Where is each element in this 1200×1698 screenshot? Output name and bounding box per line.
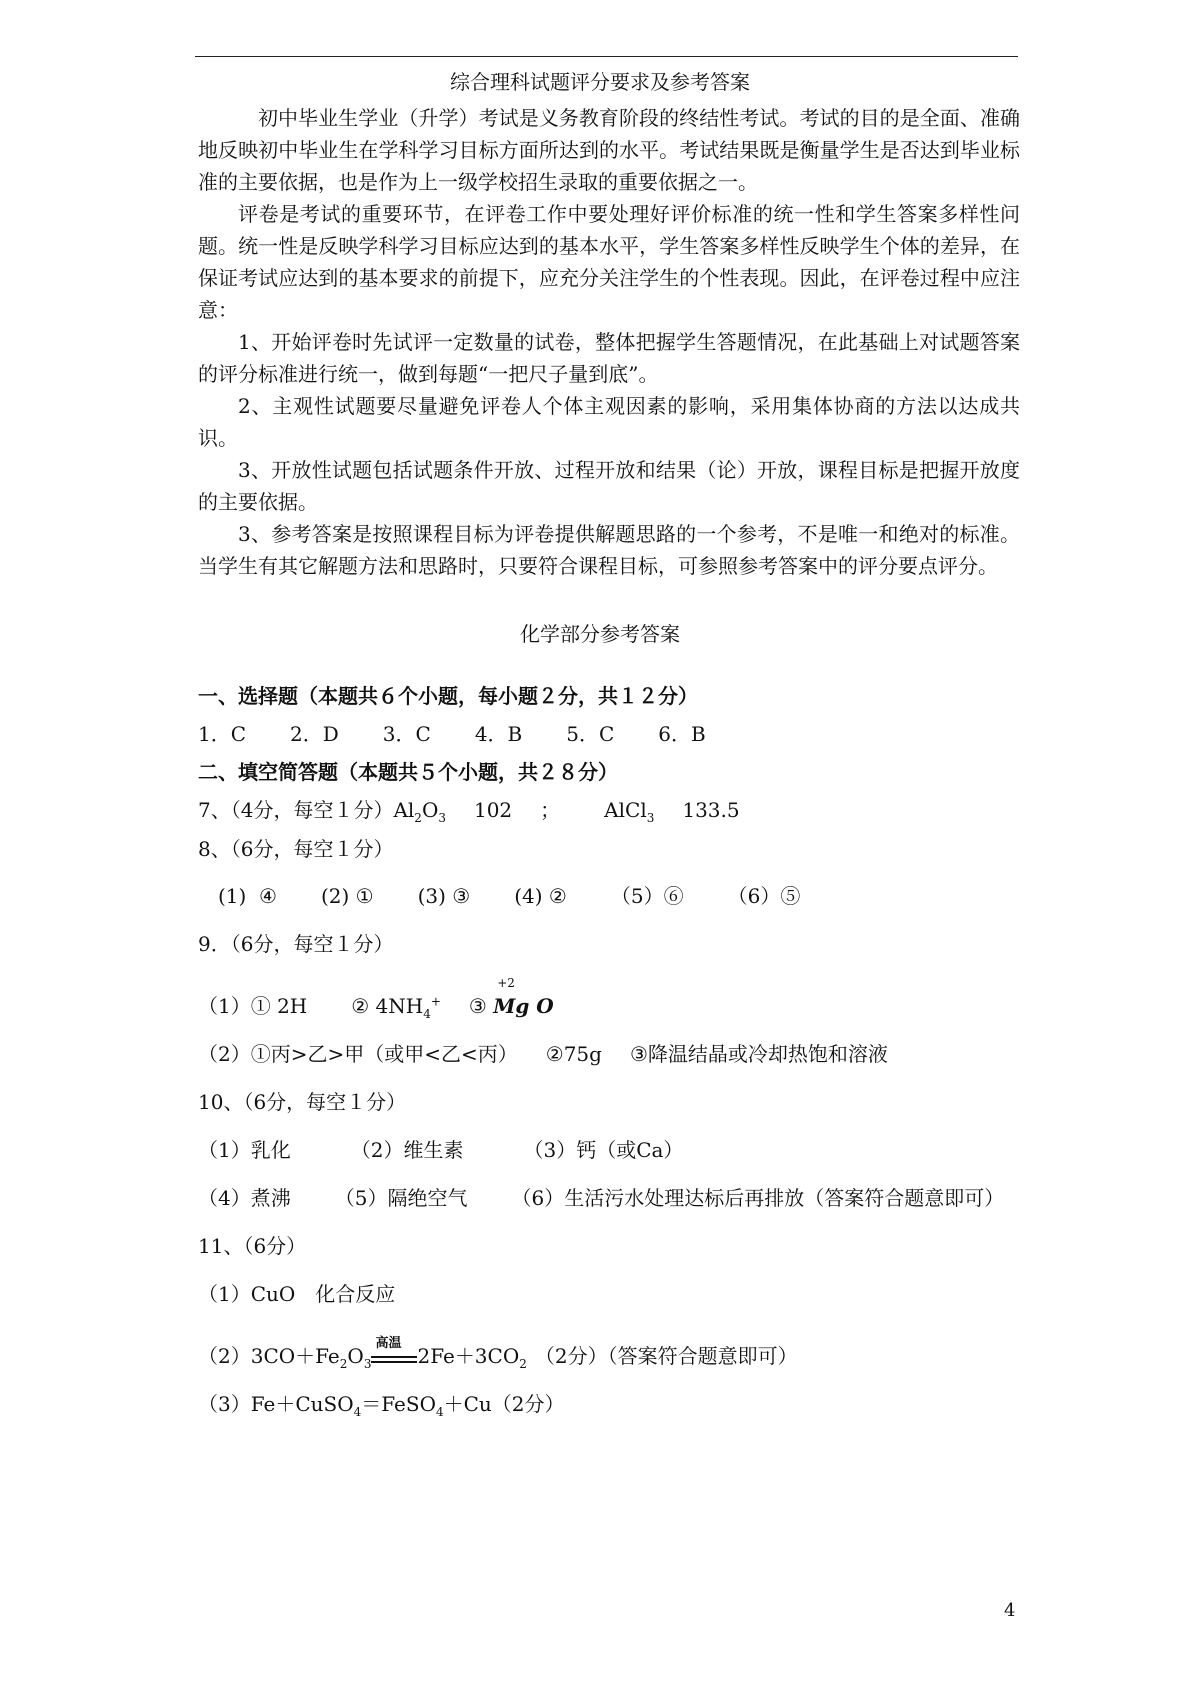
q10-answer-6: （6）生活污水处理达标后再排放（答案符合题意即可） <box>511 1186 1005 1210</box>
q9-label: 9．（6分，每空１分） <box>198 932 394 956</box>
reaction-condition-equals-sign <box>371 1335 417 1368</box>
q7-answer-mass-2: 133.5 <box>682 798 740 822</box>
reaction-condition: 高温 <box>375 1335 402 1351</box>
q8-answer-2: (2) ① <box>320 884 374 908</box>
answer-3: 3．C <box>382 722 431 746</box>
intro-paragraph-4: 2、主观性试题要尽量避免评卷人个体主观因素的影响，采用集体协商的方法以达成共识。 <box>198 394 1020 450</box>
q10-answer-5: （5）隔绝空气 <box>334 1186 468 1210</box>
q10-row-2 <box>198 1182 1004 1211</box>
question-7 <box>198 794 740 825</box>
q8-answer-1: (1) ④ <box>218 884 277 908</box>
intro-paragraph-1: 初中毕业生学业（升学）考试是义务教育阶段的终结性考试。考试的目的是全面、准确地反映初中毕业生在学科学习目标方面所达到的水平。考试结果既是衡量学生是否达到毕业标准的主要依据，也是作为上一级学校招生录取的重要依据之一。 <box>198 106 1020 194</box>
intro-paragraph-5: 3、开放性试题包括试题条件开放、过程开放和结果（论）开放，课程目标是把握开放度的主要依据。 <box>198 458 1020 514</box>
q9-line-1 <box>198 976 554 1021</box>
q10-label: 10、（6分，每空１分） <box>198 1090 407 1114</box>
q8-label: 8、（6分，每空１分） <box>198 837 394 861</box>
q8-answers <box>218 880 800 909</box>
q11-line-1: （1）CuO 化合反应 <box>198 1282 396 1306</box>
section-1-answers <box>198 718 706 747</box>
section-1-heading: 一、选择题（本题共６个小题，每小题２分，共１２分） <box>198 684 698 708</box>
chemistry-section-title: 化学部分参考答案 <box>520 622 680 646</box>
q10-answer-1: （1）乳化 <box>198 1138 291 1162</box>
q9-mgo-formula: +2 Mg O <box>493 976 554 1018</box>
mgo-valence: +2 <box>497 976 515 990</box>
intro-paragraph-6: 3、参考答案是按照课程目标为评卷提供解题思路的一个参考，不是唯一和绝对的标准。当学生有其它解题方法和思路时，只要符合课程目标，可参照参考答案中的评分要点评分。 <box>198 522 1020 578</box>
intro-paragraph-3: 1、开始评卷时先试评一定数量的试卷，整体把握学生答题情况，在此基础上对试题答案的评分标准进行统一，做到每题“一把尺子量到底”。 <box>198 330 1020 386</box>
q8-answer-6: （6）⑤ <box>727 884 801 908</box>
q10-answer-4: （4）煮沸 <box>198 1186 291 1210</box>
answer-2: 2．D <box>290 722 339 746</box>
answer-1: 1．C <box>198 722 247 746</box>
header-rule <box>195 56 1018 57</box>
page-number: 4 <box>1004 1600 1016 1621</box>
q11-line-3: （3）Fe＋CuSO$_4$＝FeSO$_4$＋Cu（2分） <box>198 1392 565 1419</box>
section-2-heading: 二、填空简答题（本题共５个小题，共２８分） <box>198 760 618 784</box>
q7-answer-mass-1: 102 <box>473 798 513 822</box>
q7-answer-formula-1: $Al_2O_3$ <box>393 798 446 825</box>
q9-answer-2: ② $4NH_4^+$ <box>351 994 441 1021</box>
q9-circle-3: ③ <box>468 994 487 1018</box>
q10-answer-2: （2）维生素 <box>350 1138 464 1162</box>
q11-line-2-note: （2分）（答案符合题意即可） <box>534 1344 798 1368</box>
q9-answer-mass: ②75g <box>545 1042 602 1066</box>
q9-answer-order: （2）①丙>乙>甲（或甲<乙<丙） <box>198 1042 518 1066</box>
intro-section <box>198 102 1020 582</box>
q11-label: 11、（6分） <box>198 1234 307 1258</box>
q9-answer-method: ③降温结晶或冷却热饱和溶液 <box>629 1042 888 1066</box>
q10-row-1 <box>198 1134 683 1163</box>
q10-answer-3: （3）钙（或Ca） <box>523 1138 684 1162</box>
answer-4: 4．B <box>474 722 523 746</box>
q7-separator: ； <box>540 798 561 822</box>
q8-answer-5: （5）⑥ <box>610 884 684 908</box>
answer-5: 5．C <box>566 722 615 746</box>
q8-answer-3: (3) ③ <box>417 884 471 908</box>
document-title: 综合理科试题评分要求及参考答案 <box>450 70 750 94</box>
q9-answer-1: （1）① 2H <box>198 994 308 1018</box>
q8-answer-4: (4) ② <box>514 884 567 908</box>
q7-answer-formula-2: AlCl$_3$ <box>604 798 655 825</box>
q7-label: 7、（4分，每空１分） <box>198 798 394 822</box>
q11-line-2: $(2)3CO+Fe_2O_3$ 高温 $2Fe+3CO_2$ （2分）（答案符合题意即可） <box>198 1340 798 1371</box>
intro-paragraph-2: 评卷是考试的重要环节，在评卷工作中要处理好评价标准的统一性和学生答案多样性问题。统一性是反映学科学习目标应达到的基本水平，学生答案多样性反映学生个体的差异，在保证考试应达到的基本要求的前提下，应充分关注学生的个性表现。因此，在评卷过程中应注意： <box>198 202 1020 322</box>
q9-line-2 <box>198 1038 888 1067</box>
answer-6: 6．B <box>658 722 706 746</box>
